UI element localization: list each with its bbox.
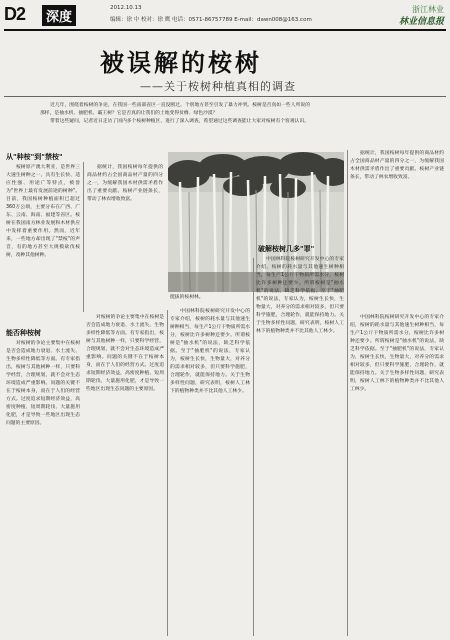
right-column-text	[350, 150, 444, 310]
section-4-paragraph-cont: 中国林科院桉树研究开发中心的专家介绍，桉树的耗水量与其他速生树种相当，每生产1公斤干物质所需水分，桉树比许多树种还要少。所谓桉树是"抽水机"的说法，缺乏科学依据。至于"抽肥机"的说法，专家认为，桉树生长快，生物量大，对养分的需求相对较多，但只要科学施肥，合理轮作，就能保持地力。关于生物多样性问题，研究表明，桉树人工林下的植物种类并不比其他人工林少。	[256, 257, 344, 334]
issue-date: 2012.10.13	[110, 5, 142, 11]
section-4-text-col3	[170, 308, 250, 636]
column-divider	[253, 258, 254, 636]
column-divider	[347, 150, 348, 636]
section-4-paragraph-end: 中国林科院桉树研究开发中心的专家介绍，桉树的耗水量与其他速生树种相当，每生产1公斤干物质所需水分，桉树比许多树种还要少。所谓桉树是"抽水机"的说法，缺乏科学依据。至于"抽肥机"的说法，专家认为，桉树生长快，生物量大，对养分的需求相对较多，但只要科学施肥，合理轮作，就能保持地力。关于生物多样性问题，研究表明，桉树人工林下的植物种类并不比其他人工林少。	[350, 315, 444, 392]
section-1-paragraph: 桉树原产澳大利亚，是世界三大速生树种之一，具有生长快、适应性强、用途广等特点，被誉为"世界上最有发展前途的树种"。目前，我国桉树种植面积已超过360万公顷，主要分布在广西、广东、云南、海南、福建等省区。桉树在我国南方林业发展和木材供应中发挥着重要作用。然而，近年来，一些地方却出现了"禁桉"的声音，有的地方甚至大规模砍伐桉树，改种其他树种。	[6, 165, 80, 258]
section-3-paragraph-cont: 对桉树的争论主要集中在桉树是否会造成地力衰退、水土流失、生物多样性降低等方面。有专家指出，桉树与其他树种一样，只要科学经营，合理规划，就不会对生态环境造成严重影响。问题的关键不在于桉树本身，而在于人们的经营方式。过度追求短期经济效益，高密度种植、短周期轮伐、大量施用化肥，才是导致一些地区出现生态问题的主要原因。	[86, 315, 164, 392]
intro-paragraph-1: 近几年，围绕着桉树的争论，在我国一些南部省区一直没断过。个别地方甚至引发了暴力冲突。桉树是否真如一些人所说的那样，是抽水机、抽肥机、霸王树？它是否真的让我们的土地变得贫瘠、绿色沙漠？	[40, 103, 310, 116]
section-3-text-col1	[6, 340, 80, 636]
editor-meta: 编辑：徐 中 校对：徐 鹰 电话：0571-86757789 E-mail：dawn008@163.com	[110, 17, 312, 23]
section-heading-3: 能否种桉树	[6, 329, 41, 337]
section-badge: 深度	[42, 5, 76, 26]
page-header	[0, 0, 450, 30]
headline-subtitle: ——关于桉树种植真相的调查	[140, 80, 296, 93]
column-divider	[167, 310, 168, 636]
right-column-paragraph: 据统计，我国桉树每年提供的商品材约占全国商品材产量的四分之一，为缓解我国木材供需矛盾作出了重要贡献。桉树产业链条长，带动了林农增收致富。	[350, 151, 444, 180]
brand-name: 浙江林业	[412, 5, 444, 14]
intro-paragraph-2: 带着这些疑问，记者近日走访了国内多个桉树种植区，进行了深入调查，希望通过这些调查能让大家对桉树有个客观认识。	[50, 119, 310, 124]
section-4-text-col5	[350, 314, 444, 636]
section-3-paragraph: 对桉树的争论主要集中在桉树是否会造成地力衰退、水土流失、生物多样性降低等方面。有专家指出，桉树与其他树种一样，只要科学经营，合理规划，就不会对生态环境造成严重影响。问题的关键不在于桉树本身，而在于人们的经营方式。过度追求短期经济效益，高密度种植、短周期轮伐、大量施用化肥，才是导致一些地区出现生态问题的主要原因。	[6, 341, 80, 426]
section-heading-1: 从"种桉"到"禁桉"	[6, 153, 63, 161]
section-2-paragraph: 据统计，我国桉树每年提供的商品材约占全国商品材产量的四分之一，为缓解我国木材供需矛盾作出了重要贡献。桉树产业链条长，带动了林农增收致富。	[87, 165, 163, 202]
section-4-paragraph: 中国林科院桉树研究开发中心的专家介绍，桉树的耗水量与其他速生树种相当，每生产1公斤干物质所需水分，桉树比许多树种还要少。所谓桉树是"抽水机"的说法，缺乏科学依据。至于"抽肥机"的说法，专家认为，桉树生长快，生物量大，对养分的需求相对较多，但只要科学施肥，合理轮作，就能保持地力。关于生物多样性问题，研究表明，桉树人工林下的植物种类并不比其他人工林少。	[170, 309, 250, 394]
paper-name: 林业信息报	[398, 17, 444, 27]
header-rule	[4, 29, 446, 31]
section-1-text	[6, 164, 80, 314]
title-rule	[4, 96, 446, 97]
column-divider	[83, 162, 84, 312]
section-heading-4: 破解桉树几多"罪"	[258, 245, 315, 253]
intro-text	[40, 102, 310, 146]
section-3-text-col2	[86, 314, 164, 636]
photo-caption: 挺拔的桉树林。	[170, 295, 204, 300]
section-2-text	[87, 164, 163, 290]
page-code: D2	[4, 4, 26, 24]
section-4-text-col4	[256, 256, 344, 636]
headline-title: 被误解的桉树	[100, 48, 262, 77]
